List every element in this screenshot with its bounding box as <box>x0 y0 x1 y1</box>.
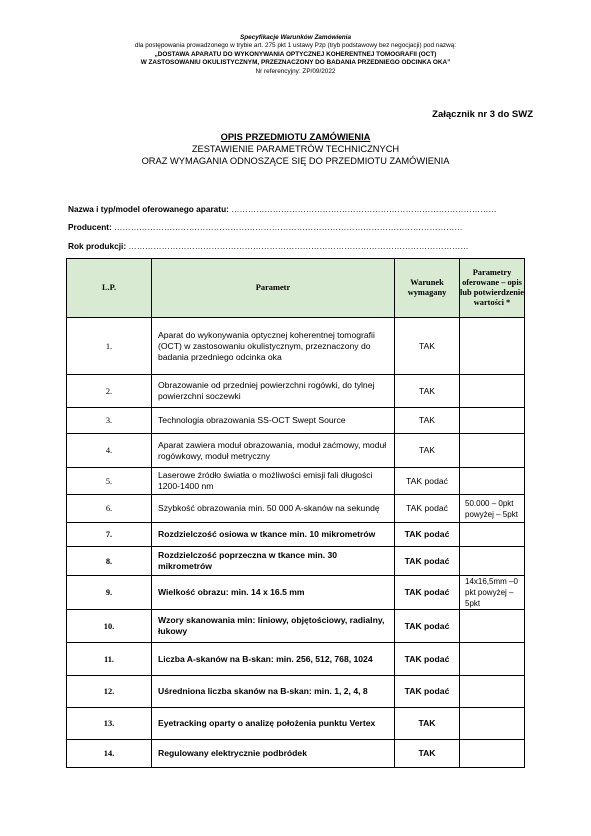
row-required: TAK <box>395 375 460 408</box>
row-offered: 50.000 – 0pkt powyżej – 5pkt <box>460 495 525 523</box>
row-offered <box>460 610 525 643</box>
field-device-name <box>68 204 497 214</box>
header-line-5: Nr referencyjny: ZP/09/2022 <box>255 67 336 75</box>
row-lp: 11. <box>67 643 152 676</box>
row-required: TAK podać <box>395 643 460 676</box>
row-lp: 13. <box>67 708 152 740</box>
row-parameter: Eyetracking oparty o analizę położenia punktu Vertex <box>152 708 395 740</box>
row-offered <box>460 708 525 740</box>
row-parameter: Wielkość obrazu: min. 14 x 16.5 mm <box>152 576 395 610</box>
row-offered <box>460 740 525 768</box>
table-row <box>67 676 525 708</box>
header-line-1: Specyfikacje Warunków Zamówienia <box>239 34 352 41</box>
row-required: TAK podać <box>395 547 460 576</box>
row-required: TAK podać <box>395 468 460 495</box>
row-offered <box>460 434 525 468</box>
table-row <box>67 408 525 434</box>
row-required: TAK <box>395 408 460 434</box>
row-offered <box>460 547 525 576</box>
row-required: TAK <box>395 318 460 375</box>
row-parameter: Aparat do wykonywania optycznej koherentnej tomografii (OCT) w zastosowaniu okulistycznym, przeznaczony do badania przedniego odcinka oka <box>152 318 395 375</box>
row-offered <box>460 318 525 375</box>
header-line-2: dla postępowania prowadzonego w trybie art. 275 pkt 1 ustawy Pzp (tryb podstawowy bez negocjacji) pod nazwą: <box>134 42 457 50</box>
field-production-year-dots: …………………………………………………………………………………………………………… <box>128 241 469 251</box>
row-parameter: Szybkość obrazowania min. 50 000 A-skanów na sekundę <box>152 495 395 523</box>
field-producer-dots: ……………………………………………………………………………………………………………… <box>114 222 463 232</box>
row-lp: 2. <box>67 375 152 408</box>
row-parameter: Rozdzielczość osiowa w tkance min. 10 mikrometrów <box>152 523 395 547</box>
title-sub-1: ZESTAWIENIE PARAMETRÓW TECHNICZNYCH <box>191 144 400 154</box>
parameters-table <box>66 258 525 768</box>
header-lp: L.P. <box>67 259 152 318</box>
row-lp: 5. <box>67 468 152 495</box>
header-offered: Parametry oferowane – opis lub potwierdzenie wartości * <box>460 259 525 318</box>
field-production-year <box>68 241 469 251</box>
field-device-name-dots: …………………………………………………………………………………… <box>231 204 497 214</box>
row-lp: 7. <box>67 523 152 547</box>
table-row <box>67 495 525 523</box>
row-offered <box>460 375 525 408</box>
header-parameter: Parametr <box>152 259 395 318</box>
table-row <box>67 576 525 610</box>
row-offered <box>460 408 525 434</box>
row-parameter: Aparat zawiera moduł obrazowania, moduł zaćmowy, moduł rogówkowy, moduł metryczny <box>152 434 395 468</box>
header-line-3: „DOSTAWA APARATU DO WYKONYWANIA OPTYCZNEJ KOHERENTNEJ TOMOGRAFII (OCT) <box>154 50 437 58</box>
row-required: TAK podać <box>395 523 460 547</box>
row-parameter: Laserowe źródło światła o możliwości emisji fali długości 1200-1400 nm <box>152 468 395 495</box>
row-lp: 6. <box>67 495 152 523</box>
row-required: TAK podać <box>395 495 460 523</box>
table-row <box>67 468 525 495</box>
row-offered <box>460 643 525 676</box>
table-row <box>67 610 525 643</box>
row-lp: 10. <box>67 610 152 643</box>
row-lp: 3. <box>67 408 152 434</box>
row-parameter: Rozdzielczość poprzeczna w tkance min. 30 mikrometrów <box>152 547 395 576</box>
row-required: TAK <box>395 434 460 468</box>
table-header-row <box>67 259 525 318</box>
attachment-label: Załącznik nr 3 do SWZ <box>432 109 533 120</box>
title-main: OPIS PRZEDMIOTU ZAMÓWIENIA <box>220 132 371 142</box>
row-offered <box>460 523 525 547</box>
row-offered <box>460 676 525 708</box>
row-parameter: Regulowany elektrycznie podbródek <box>152 740 395 768</box>
document-titles <box>0 131 591 167</box>
table-row <box>67 708 525 740</box>
row-lp: 8. <box>67 547 152 576</box>
table-row <box>67 523 525 547</box>
table-row <box>67 547 525 576</box>
row-lp: 1. <box>67 318 152 375</box>
table-row <box>67 434 525 468</box>
row-parameter: Technologia obrazowania SS-OCT Swept Source <box>152 408 395 434</box>
row-parameter: Liczba A-skanów na B-skan: min. 256, 512, 768, 1024 <box>152 643 395 676</box>
table-row <box>67 318 525 375</box>
row-lp: 14. <box>67 740 152 768</box>
row-lp: 4. <box>67 434 152 468</box>
row-required: TAK <box>395 740 460 768</box>
row-parameter: Obrazowanie od przedniej powierzchni rogówki, do tylnej powierzchni soczewki <box>152 375 395 408</box>
row-required: TAK podać <box>395 610 460 643</box>
row-parameter: Uśredniona liczba skanów na B-skan: min. 1, 2, 4, 8 <box>152 676 395 708</box>
row-offered <box>460 468 525 495</box>
field-producer-label: Producent: <box>68 222 112 232</box>
field-production-year-label: Rok produkcji: <box>68 241 127 251</box>
row-required: TAK podać <box>395 576 460 610</box>
row-parameter: Wzory skanowania min: liniowy, objętościowy, radialny, łukowy <box>152 610 395 643</box>
row-lp: 9. <box>67 576 152 610</box>
table-row <box>67 375 525 408</box>
row-required: TAK <box>395 708 460 740</box>
field-device-name-label: Nazwa i typ/model oferowanego aparatu: <box>68 204 229 214</box>
row-required: TAK podać <box>395 676 460 708</box>
row-offered: 14x16,5mm –0 pkt powyżej – 5pkt <box>460 576 525 610</box>
row-lp: 12. <box>67 676 152 708</box>
table-row <box>67 643 525 676</box>
table-row <box>67 740 525 768</box>
field-producer <box>68 222 463 232</box>
document-header <box>0 34 591 76</box>
header-line-4: W ZASTOSOWANIU OKULISTYCZNYM, PRZEZNACZONY DO BADANIA PRZEDNIEGO ODCINKA OKA” <box>140 59 451 67</box>
title-sub-2: ORAZ WYMAGANIA ODNOSZĄCE SIĘ DO PRZEDMIOTU ZAMÓWIENIA <box>141 156 450 166</box>
header-required: Warunek wymagany <box>395 259 460 318</box>
